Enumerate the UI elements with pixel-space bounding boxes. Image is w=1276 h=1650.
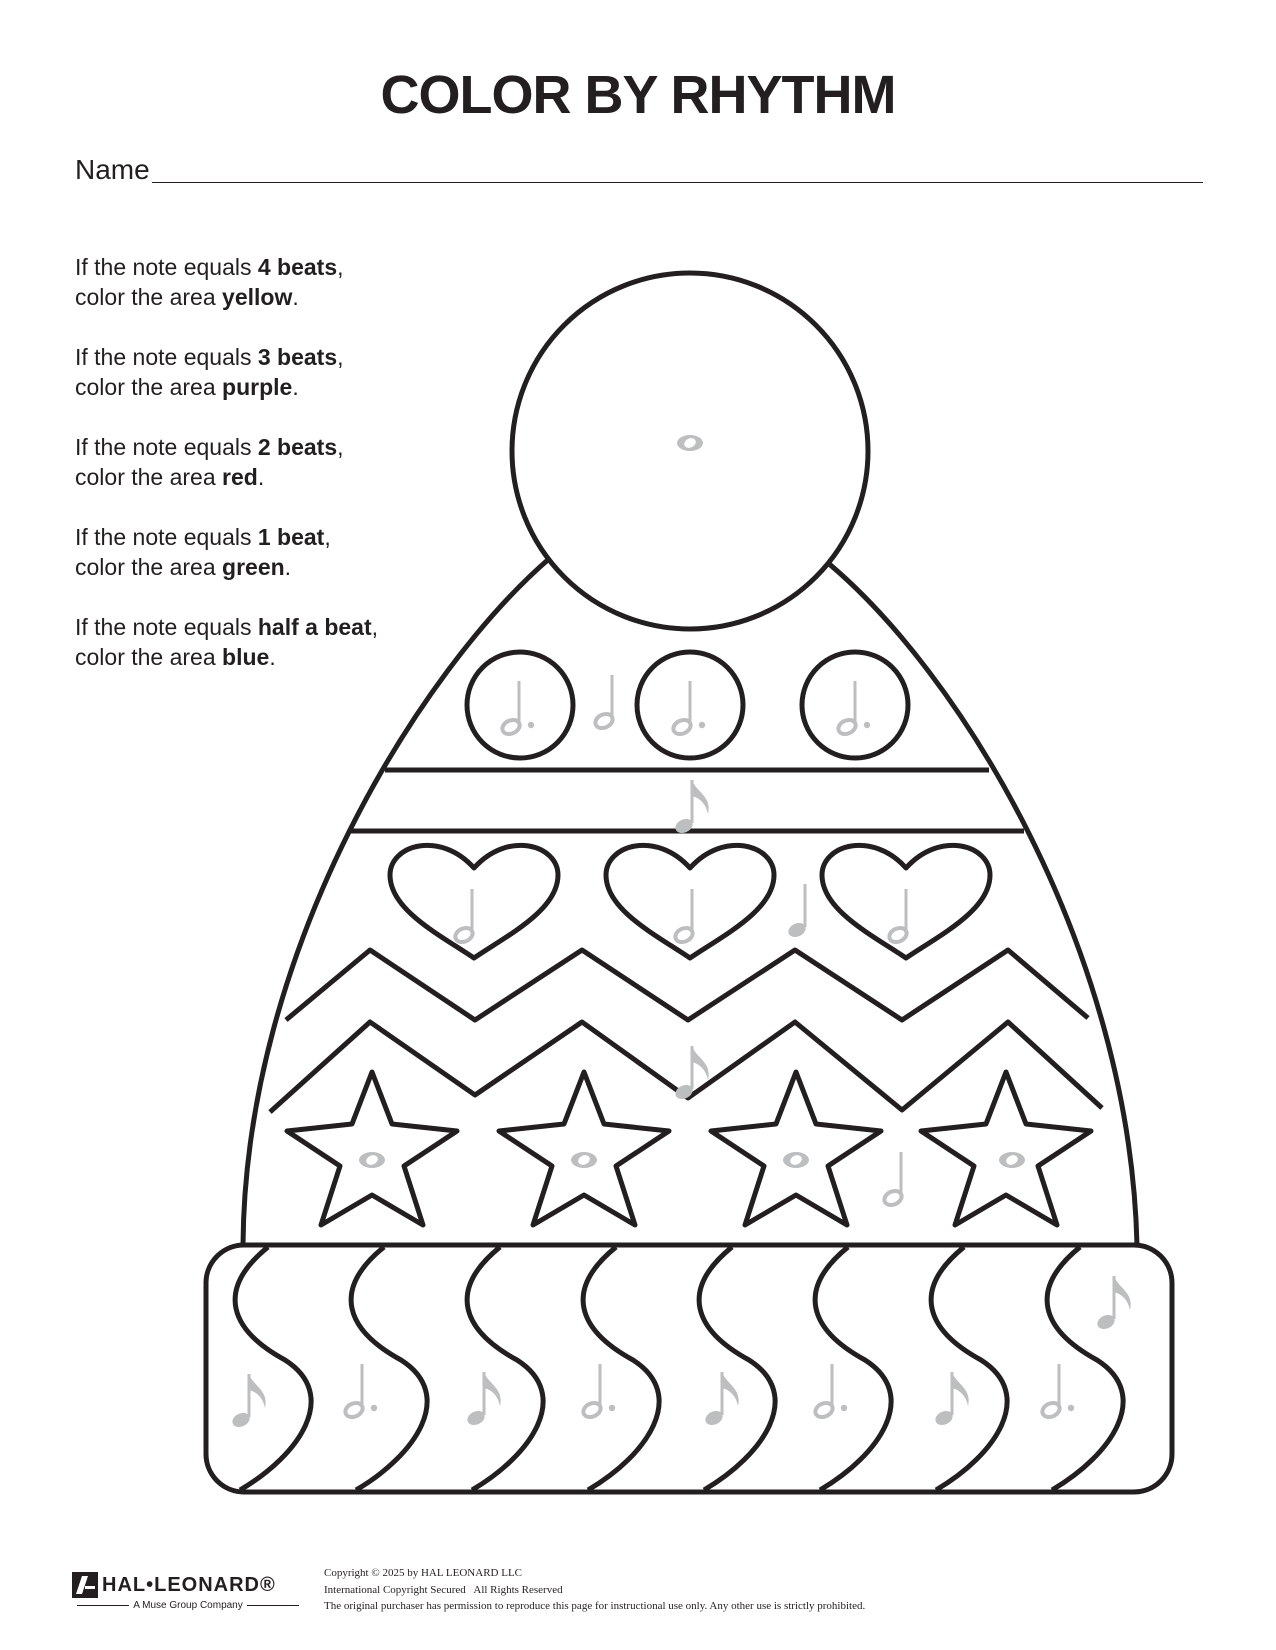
- logo-mark-icon: [70, 1570, 100, 1600]
- rule-beats: 2 beats: [257, 434, 338, 460]
- rule-text: If the note equals: [75, 434, 258, 460]
- rule-color: blue: [222, 644, 270, 670]
- rule-text: If the note equals: [75, 344, 258, 370]
- rule-punct: .: [284, 554, 292, 580]
- rule-color: purple: [222, 374, 293, 400]
- whole-note-icon: [677, 435, 703, 451]
- rule-color: yellow: [222, 284, 293, 310]
- hat-cuff: [206, 1245, 1172, 1492]
- rule-punct: ,: [337, 344, 344, 370]
- copyright-line: Copyright © 2025 by HAL LEONARD LLC: [324, 1567, 522, 1579]
- rule-punct: ,: [337, 254, 344, 280]
- rule-punct: ,: [371, 614, 379, 640]
- copyright-block: [324, 1565, 865, 1615]
- copyright-line: The original purchaser has permission to reproduce this page for instructional use only. Any other use is strictly prohibited.: [324, 1600, 866, 1612]
- rule-beats: 1 beat: [257, 524, 325, 550]
- rule-text: If the note equals: [75, 524, 258, 550]
- rule-punct: .: [292, 374, 299, 400]
- whole-note-icon: [571, 1152, 597, 1168]
- rule-punct: .: [257, 464, 265, 490]
- whole-note-icon: [999, 1152, 1025, 1168]
- logo-subtitle: A Muse Group Company: [70, 1600, 306, 1611]
- logo-text: HAL•LEONARD®: [102, 1574, 276, 1596]
- name-label: Name: [75, 154, 150, 185]
- rule-punct: ,: [324, 524, 331, 550]
- rule-beats: 3 beats: [257, 344, 338, 370]
- copyright-line: International Copyright Secured All Rights Reserved: [324, 1583, 563, 1596]
- rule-text: color the area: [75, 644, 223, 670]
- rule-beats: half a beat: [257, 614, 372, 640]
- rule-text: color the area: [75, 374, 223, 400]
- rule-text: color the area: [75, 464, 223, 490]
- rule-punct: .: [269, 644, 276, 670]
- page-title: COLOR BY RHYTHM: [380, 65, 896, 125]
- hal-leonard-logo: [70, 1570, 306, 1610]
- whole-note-icon: [783, 1152, 809, 1168]
- rule-text: If the note equals: [75, 614, 258, 640]
- whole-note-icon: [359, 1152, 385, 1168]
- rule-text: If the note equals: [75, 254, 258, 280]
- rule-punct: ,: [337, 434, 344, 460]
- rule-text: color the area: [75, 284, 223, 310]
- rule-color: red: [222, 464, 258, 490]
- rule-text: color the area: [75, 554, 223, 580]
- rule-punct: .: [292, 284, 299, 310]
- rule-beats: 4 beats: [257, 254, 338, 280]
- footer: [0, 1565, 1276, 1635]
- rule-color: green: [222, 554, 285, 580]
